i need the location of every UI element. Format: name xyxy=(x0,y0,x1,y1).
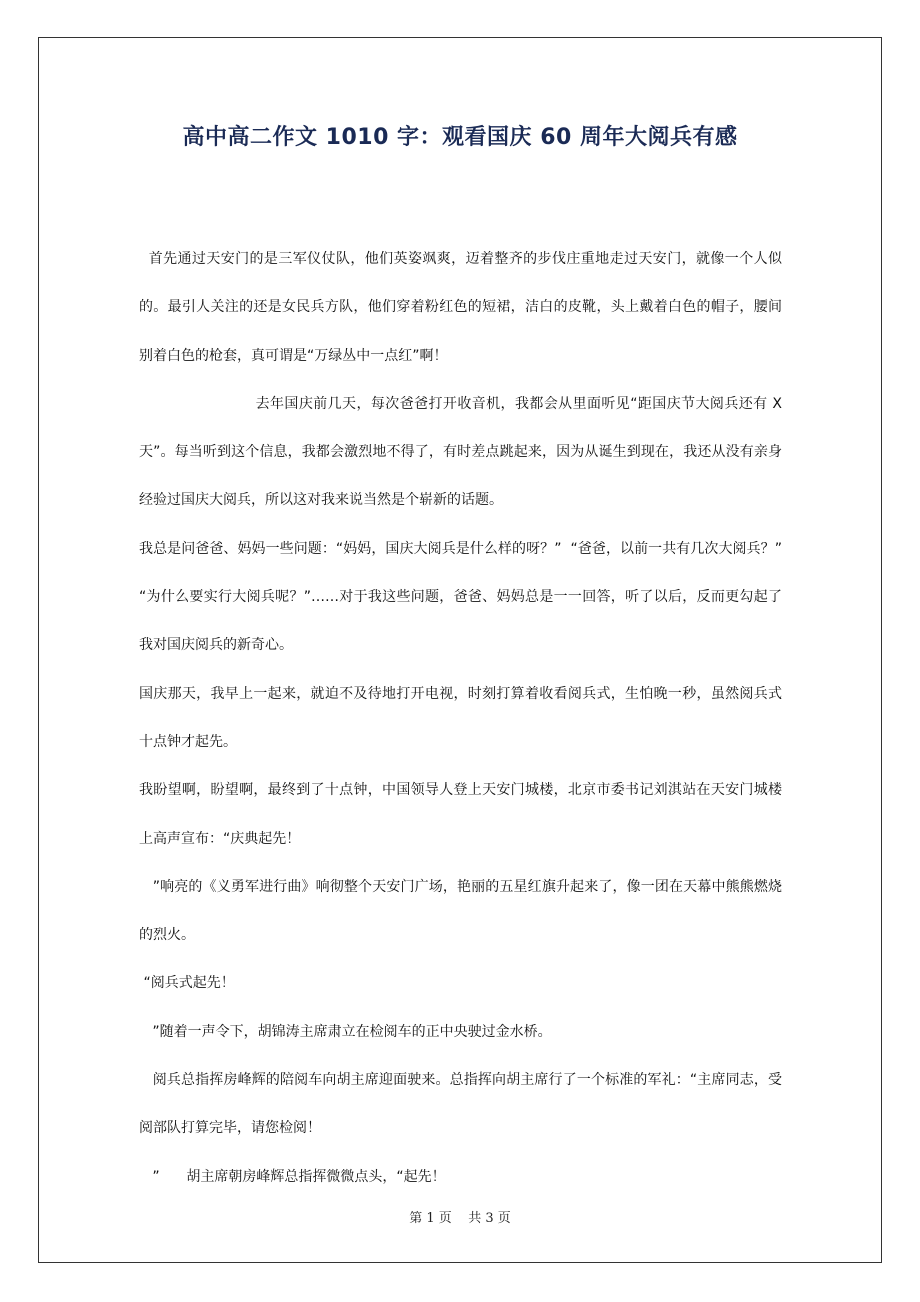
document-body xyxy=(139,235,791,1201)
page-footer: 第 1 页 共 3 页 xyxy=(409,1211,511,1226)
paragraph: ” 胡主席朝房峰辉总指挥微微点头，“起先！ xyxy=(139,1168,446,1185)
paragraph: 阅兵总指挥房峰辉的陪阅车向胡主席迎面驶来。总指挥向胡主席行了一个标准的军礼：“主席同志，受阅部队打算完毕，请您检阅！ xyxy=(139,1072,782,1137)
paragraph: 国庆那天，我早上一起来，就迫不及待地打开电视，时刻打算着收看阅兵式，生怕晚一秒，虽然阅兵式十点钟才起先。 xyxy=(139,685,782,750)
document-title: 高中高二作文 1010 字：观看国庆 60 周年大阅兵有感 xyxy=(182,125,738,150)
paragraph: 去年国庆前几天，每次爸爸打开收音机，我都会从里面听见“距国庆节大阅兵还有 X 天”。每当听到这个信息，我都会激烈地不得了，有时差点跳起来，因为从诞生到现在，我还从没有亲身经验过国庆大阅兵，所以这对我来说当然是个崭新的话题。 xyxy=(139,395,787,509)
paragraph: 我盼望啊，盼望啊，最终到了十点钟，中国领导人登上天安门城楼，北京市委书记刘淇站在天安门城楼上高声宣布：“庆典起先！ xyxy=(139,782,782,847)
paragraph: 首先通过天安门的是三军仪仗队，他们英姿飒爽，迈着整齐的步伐庄重地走过天安门，就像一个人似的。最引人关注的还是女民兵方队，他们穿着粉红色的短裙，洁白的皮靴，头上戴着白色的帽子，腰间别着白色的枪套，真可谓是“万绿丛中一点红”啊！ xyxy=(139,251,783,364)
paragraph: ”随着一声令下，胡锦涛主席肃立在检阅车的正中央驶过金水桥。 xyxy=(139,1023,552,1040)
paragraph: “阅兵式起先！ xyxy=(139,975,235,992)
paragraph: ”响亮的《义勇军进行曲》响彻整个天安门广场，艳丽的五星红旗升起来了，像一团在天幕中熊熊燃烧的烈火。 xyxy=(139,878,782,944)
paragraph: 我总是问爸爸、妈妈一些问题：“妈妈，国庆大阅兵是什么样的呀？” “爸爸，以前一共有几次大阅兵？” “为什么要实行大阅兵呢？”……对于我这些问题，爸爸、妈妈总是一一回答，听了以后，反而更勾起了我对国庆阅兵的新奇心。 xyxy=(139,540,791,654)
